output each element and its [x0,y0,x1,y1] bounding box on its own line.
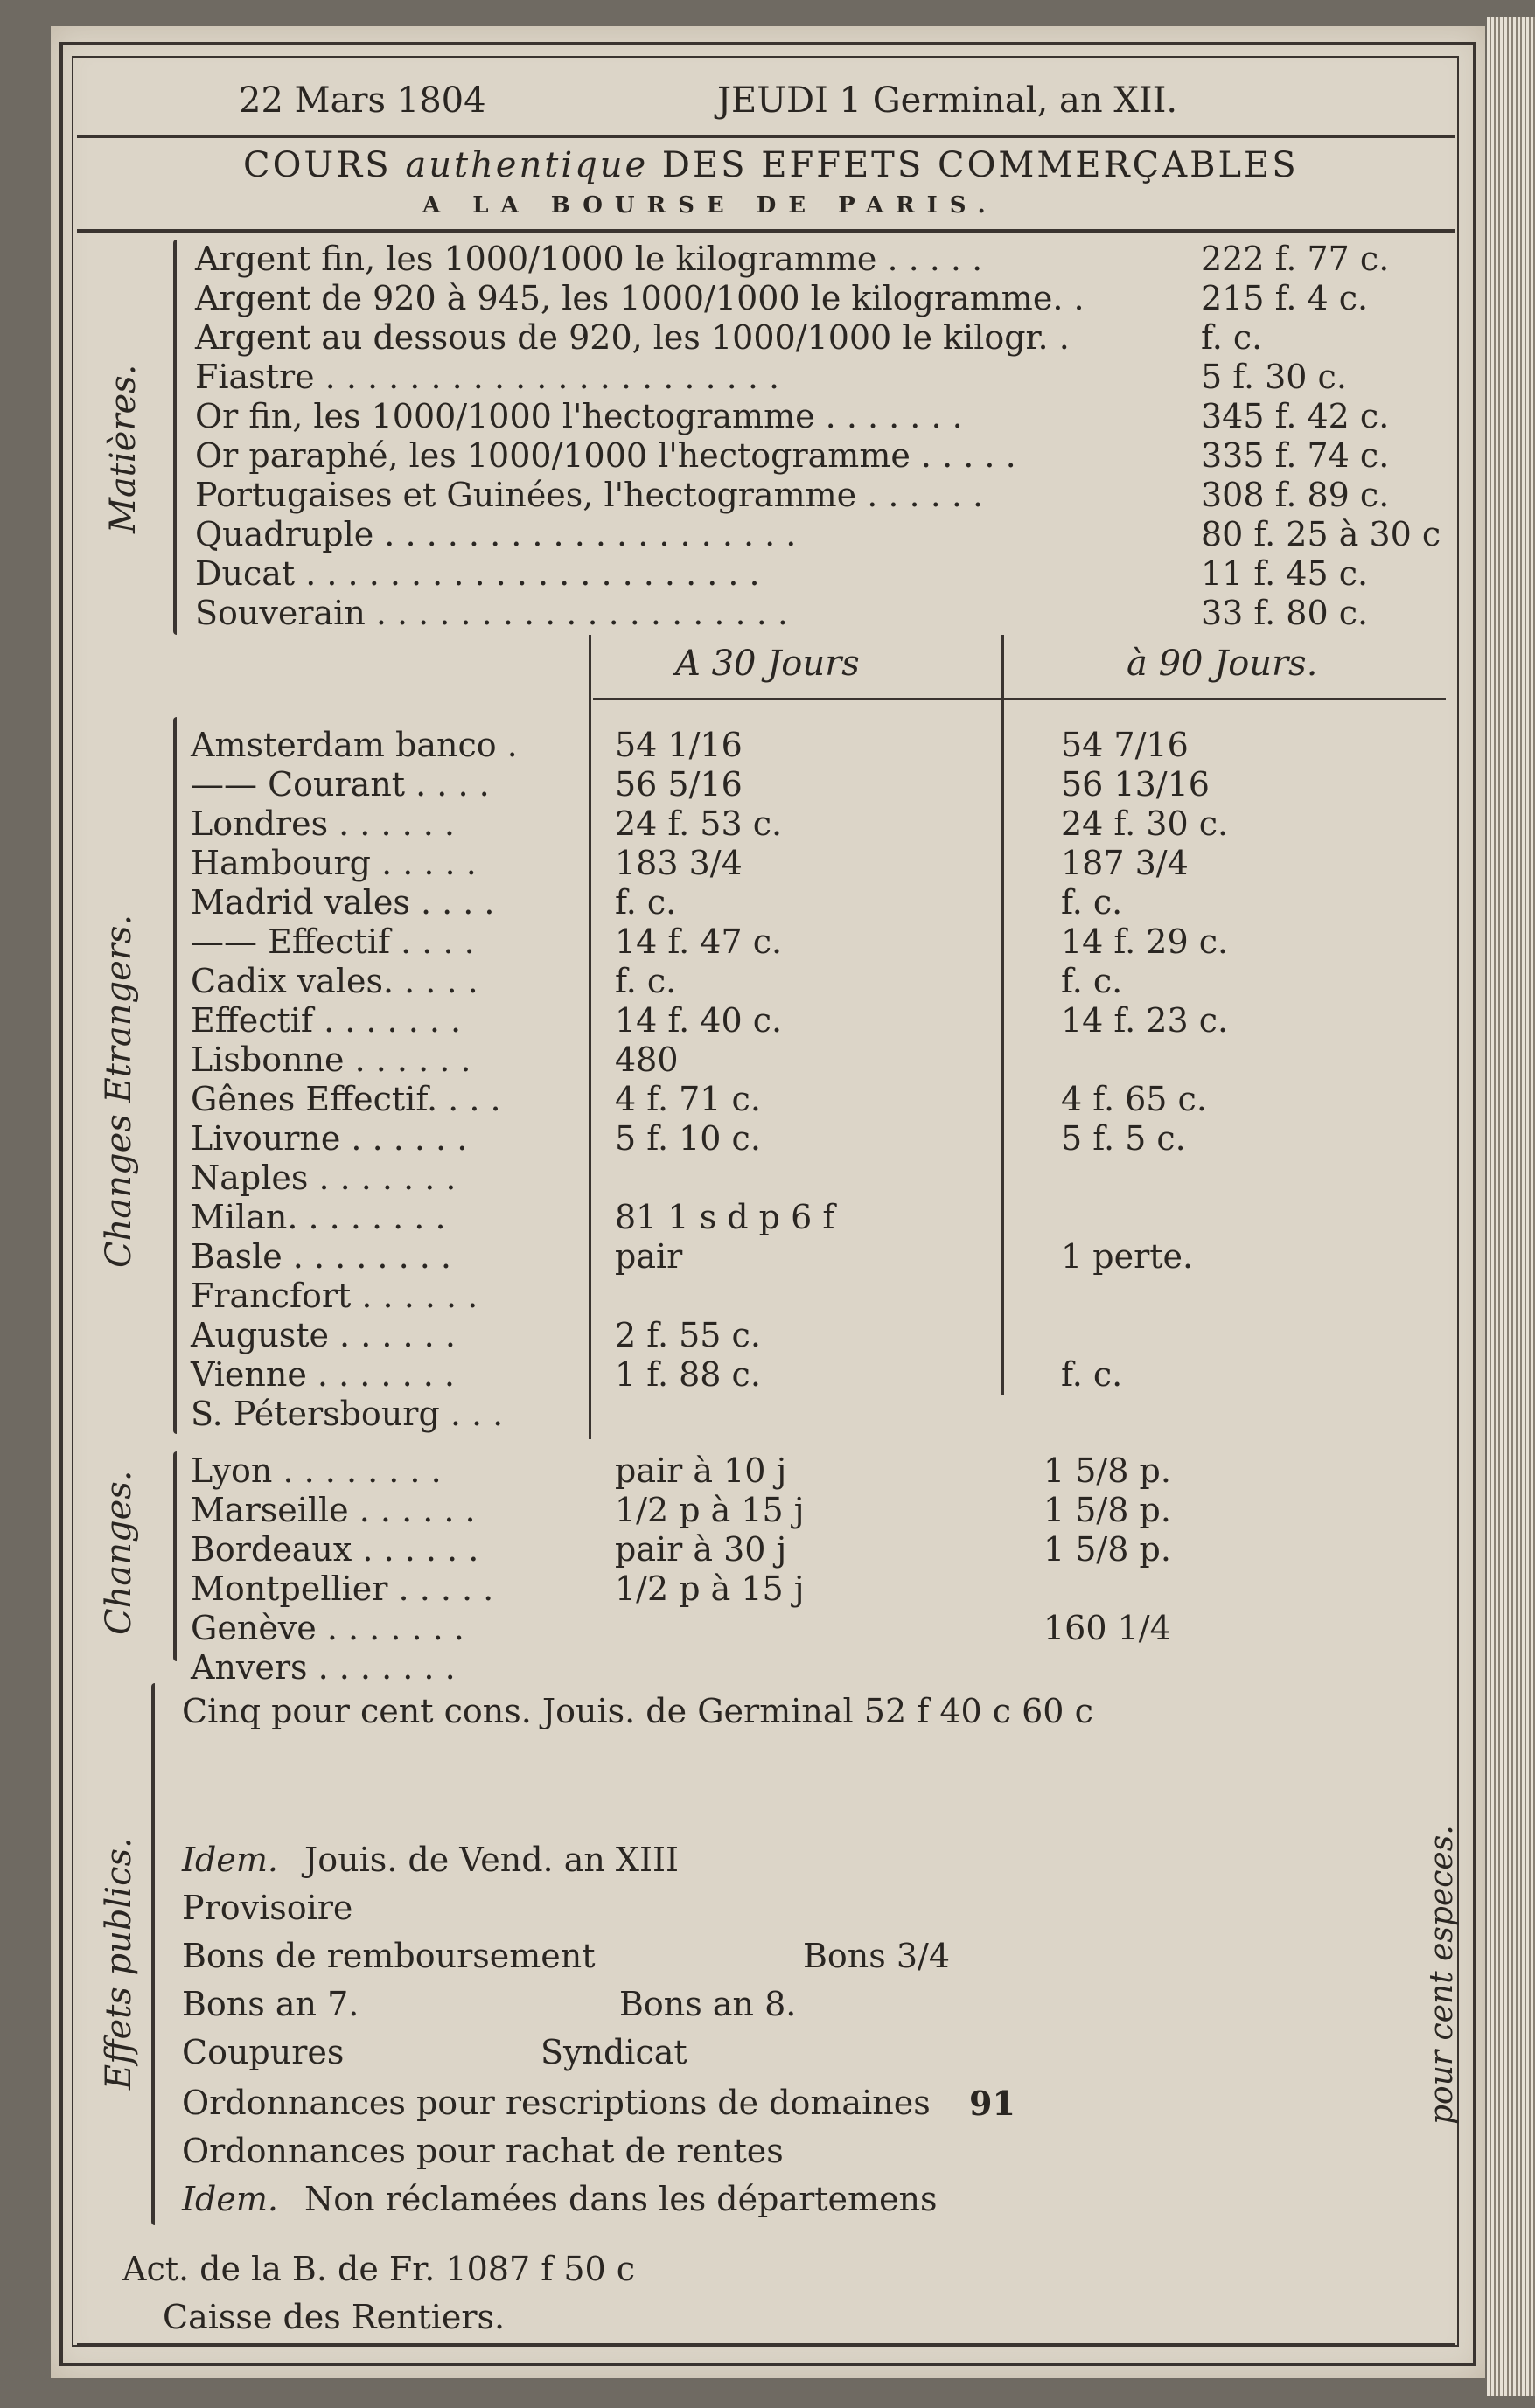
title [243,145,1299,185]
change-etranger-90-jours: 187 3/4 [1061,844,1189,882]
change-etranger-90-jours: 56 13/16 [1061,765,1210,804]
matiere-name: Portugaises et Guinées, l'hectogramme . . . . . . [195,476,984,514]
change-etranger-30-jours: 81 1 s d p 6 f [615,1198,835,1236]
change-30-jours: pair à 30 j [615,1530,787,1569]
matiere-value: 33 f. 80 c. [1201,594,1369,632]
effet-text: Provisoire [182,1889,353,1927]
effet-text: Bons de remboursement [182,1937,596,1975]
label-changes-etrangers: Changes Etrangers. [99,914,139,1268]
change-etranger-90-jours: f. c. [1061,883,1123,922]
change-etranger-name: Lisbonne . . . . . . [191,1040,471,1079]
change-90-jours: 1 5/8 p. [1043,1491,1171,1529]
title-prefix: COURS [243,145,392,185]
matiere-name: Fiastre . . . . . . . . . . . . . . . . . . . . . . [195,358,780,396]
label-changes: Changes. [99,1470,139,1635]
change-etranger-name: —— Effectif . . . . [191,922,475,961]
change-etranger-90-jours: f. c. [1061,962,1123,1000]
matiere-name: Or paraphé, les 1000/1000 l'hectogramme . . . . . [195,436,1016,475]
matiere-value: 308 f. 89 c. [1201,476,1390,514]
change-etranger-name: Hambourg . . . . . [191,844,477,882]
matiere-value: 335 f. 74 c. [1201,436,1390,475]
change-etranger-30-jours: 14 f. 40 c. [615,1001,783,1040]
matiere-value: f. c. [1201,318,1263,357]
change-90-jours: 1 5/8 p. [1043,1530,1171,1569]
change-etranger-30-jours: f. c. [615,883,677,922]
brace-changes [173,1451,177,1661]
book-page-edges [1487,17,1535,2396]
change-etranger-name: Amsterdam banco . [191,726,518,764]
change-90-jours: 1 5/8 p. [1043,1451,1171,1490]
matiere-value: 80 f. 25 à 30 c [1201,515,1441,553]
footer-banque-france: Act. de la B. de Fr. 1087 f 50 c [122,2250,636,2288]
matiere-value: 222 f. 77 c. [1201,240,1390,278]
change-etranger-30-jours: 5 f. 10 c. [615,1119,761,1158]
change-etranger-30-jours: 1 f. 88 c. [615,1355,761,1394]
change-etranger-90-jours: 54 7/16 [1061,726,1189,764]
brace-changes-etrangers [173,717,177,1434]
divider-left [589,635,591,1439]
matiere-name: Argent fin, les 1000/1000 le kilogramme . . . . . [195,240,983,278]
change-etranger-name: Gênes Effectif. . . . [191,1080,501,1118]
change-30-jours: 1/2 p à 15 j [615,1569,805,1608]
footer-caisse-rentiers: Caisse des Rentiers. [163,2298,506,2336]
effet-extra: Bons 3/4 [803,1937,951,1975]
title-rule [77,229,1455,233]
effet-extra: 91 [969,2084,1015,2123]
matiere-name: Or fin, les 1000/1000 l'hectogramme . . . . . . . [195,397,963,435]
matiere-name: Quadruple . . . . . . . . . . . . . . . . . . . . [195,515,797,553]
label-pour-cent-especes: pour cent especes. [1424,1825,1460,2125]
change-etranger-name: S. Pétersbourg . . . [191,1395,504,1433]
change-etranger-30-jours: 24 f. 53 c. [615,804,783,843]
effet-idem: Idem. [182,1841,278,1879]
title-subtitle: A LA BOURSE DE PARIS. [422,192,998,219]
change-30-jours: pair à 10 j [615,1451,787,1490]
change-etranger-name: Vienne . . . . . . . [191,1355,455,1394]
change-etranger-90-jours: 4 f. 65 c. [1061,1080,1207,1118]
change-etranger-name: —— Courant . . . . [191,765,490,804]
change-etranger-90-jours: f. c. [1061,1355,1123,1394]
change-etranger-30-jours: 2 f. 55 c. [615,1316,761,1354]
matiere-value: 345 f. 42 c. [1201,397,1390,435]
header-date-right: JEUDI 1 Germinal, an XII. [717,80,1178,121]
effet-idem: Idem. [182,2180,278,2218]
matiere-name: Souverain . . . . . . . . . . . . . . . . . . . . [195,594,788,632]
change-etranger-90-jours: 14 f. 23 c. [1061,1001,1229,1040]
effet-text: Jouis. de Vend. an XIII [304,1841,679,1879]
change-etranger-90-jours: 1 perte. [1061,1237,1194,1276]
change-etranger-name: Naples . . . . . . . [191,1159,457,1197]
change-30-jours: 1/2 p à 15 j [615,1491,805,1529]
brace-effets-publics [151,1683,155,2225]
change-etranger-30-jours: 54 1/16 [615,726,743,764]
change-etranger-name: Livourne . . . . . . [191,1119,468,1158]
change-etranger-name: Milan. . . . . . . . [191,1198,446,1236]
effet-text: Ordonnances pour rachat de rentes [182,2132,784,2170]
change-name: Anvers . . . . . . . [191,1648,456,1687]
change-etranger-30-jours: 56 5/16 [615,765,743,804]
matiere-name: Argent au dessous de 920, les 1000/1000 le kilogr. . [195,318,1070,357]
change-etranger-90-jours: 5 f. 5 c. [1061,1119,1186,1158]
bottom-rule [77,2343,1455,2347]
change-etranger-name: Londres . . . . . . [191,804,456,843]
change-etranger-name: Madrid vales . . . . [191,883,495,922]
change-etranger-name: Auguste . . . . . . [191,1316,456,1354]
matiere-name: Ducat . . . . . . . . . . . . . . . . . . . . . . [195,554,760,593]
title-suffix: DES EFFETS COMMERÇABLES [661,145,1299,185]
change-etranger-30-jours: pair [615,1237,683,1276]
effet-extra: Bons an 8. [619,1985,797,2023]
matiere-value: 11 f. 45 c. [1201,554,1369,593]
effet-text: Coupures [182,2033,345,2071]
effet-text: Ordonnances pour rescriptions de domaines [182,2084,931,2122]
change-etranger-name: Cadix vales. . . . . [191,962,478,1000]
matiere-value: 5 f. 30 c. [1201,358,1347,396]
change-etranger-30-jours: 480 [615,1040,679,1079]
label-effets-publics: Effets publics. [99,1837,139,2090]
brace-matieres [173,240,177,635]
change-name: Bordeaux . . . . . . [191,1530,479,1569]
change-90-jours: 160 1/4 [1043,1609,1171,1647]
change-etranger-90-jours: 24 f. 30 c. [1061,804,1229,843]
col-header-90: à 90 Jours. [1127,644,1318,684]
change-etranger-90-jours: 14 f. 29 c. [1061,922,1229,961]
label-matieres: Matières. [103,364,143,533]
change-etranger-name: Francfort . . . . . . [191,1277,478,1315]
effet-text: Bons an 7. [182,1985,359,2023]
almanac-page [51,26,1485,2378]
change-etranger-30-jours: 14 f. 47 c. [615,922,783,961]
change-etranger-name: Effectif . . . . . . . [191,1001,462,1040]
header-rule [77,135,1455,138]
change-etranger-30-jours: 4 f. 71 c. [615,1080,761,1118]
col-header-30: A 30 Jours [675,644,860,684]
matiere-name: Argent de 920 à 945, les 1000/1000 le kilogramme. . [195,279,1085,317]
change-name: Lyon . . . . . . . . [191,1451,442,1490]
title-italic: authentique [405,145,649,185]
divider-right [1001,635,1004,1395]
change-etranger-30-jours: f. c. [615,962,677,1000]
header-date-left: 22 Mars 1804 [239,80,486,121]
change-name: Marseille . . . . . . [191,1491,476,1529]
change-etranger-name: Basle . . . . . . . . [191,1237,451,1276]
effet-extra: Syndicat [541,2033,687,2071]
change-name: Montpellier . . . . . [191,1569,494,1608]
change-etranger-30-jours: 183 3/4 [615,844,743,882]
change-name: Genève . . . . . . . [191,1609,464,1647]
col-header-rule [593,698,1446,700]
effet-text: Cinq pour cent cons. Jouis. de Germinal 52 f 40 c 60 c [182,1692,1093,1730]
matiere-value: 215 f. 4 c. [1201,279,1369,317]
effet-text: Non réclamées dans les départemens [304,2180,938,2218]
